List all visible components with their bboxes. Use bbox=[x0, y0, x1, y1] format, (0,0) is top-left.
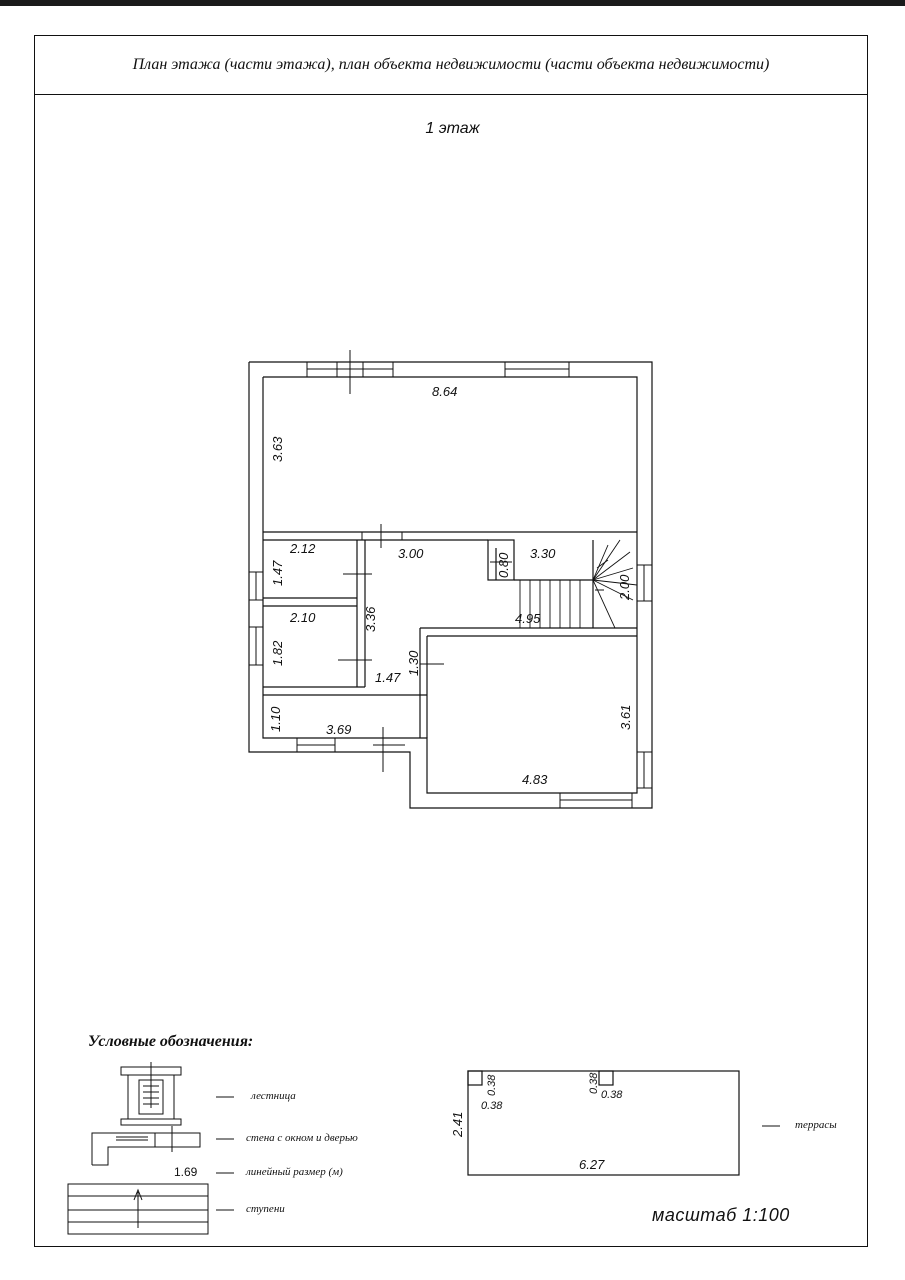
terrace-label: террасы bbox=[795, 1119, 837, 1131]
dim-stair-area-width: 3.30 bbox=[530, 546, 556, 561]
scale-label: масштаб 1:100 bbox=[652, 1205, 790, 1225]
dim-small-room1-height: 1.47 bbox=[270, 560, 285, 586]
inner-wall-outline bbox=[263, 377, 637, 793]
terrace-col1-a: 0.38 bbox=[486, 1074, 498, 1096]
legend-dashes bbox=[216, 1097, 780, 1210]
dim-small-room2-height: 1.82 bbox=[270, 640, 285, 666]
dim-bottom-room-height: 1.10 bbox=[268, 706, 283, 732]
outer-wall-outline bbox=[249, 362, 652, 808]
dimension-labels bbox=[268, 384, 633, 787]
dim-corridor-height: 1.30 bbox=[406, 650, 421, 676]
terrace-height: 2.41 bbox=[450, 1111, 465, 1137]
door-markers bbox=[336, 350, 604, 772]
dim-corridor-width: 1.47 bbox=[375, 670, 401, 685]
floor-label: 1 этаж bbox=[425, 120, 480, 137]
dim-stair-closet-width: 0.80 bbox=[496, 552, 511, 578]
dim-right-room-height: 3.61 bbox=[618, 704, 633, 730]
dim-top-room-height: 3.63 bbox=[270, 436, 285, 462]
legend-symbol-stairs bbox=[121, 1062, 181, 1125]
dim-small-room2-width: 2.10 bbox=[290, 610, 316, 625]
legend-symbol-wall bbox=[92, 1126, 200, 1165]
sheet-title: План этажа (части этажа), план объекта недвижимости (части объекта недвижимости) bbox=[34, 35, 868, 95]
legend-steps-label: ступени bbox=[246, 1203, 285, 1215]
legend-symbol-steps bbox=[68, 1184, 208, 1234]
dim-right-room-width: 4.83 bbox=[522, 772, 548, 787]
terrace-width: 6.27 bbox=[579, 1157, 605, 1172]
terrace-col1-b: 0.38 bbox=[481, 1100, 503, 1112]
dim-bottom-room-width: 3.69 bbox=[326, 722, 352, 737]
outer-walls bbox=[249, 362, 652, 808]
dim-small-room1-width: 2.12 bbox=[290, 541, 316, 556]
dim-hall-height: 3.36 bbox=[363, 606, 378, 632]
terrace-col2-b: 0.38 bbox=[601, 1089, 623, 1101]
legend-wall-label: стена с окном и дверью bbox=[246, 1132, 358, 1144]
dim-stair-run: 4.95 bbox=[515, 611, 541, 626]
dim-top-room-width: 8.64 bbox=[432, 384, 458, 399]
terrace-dimension-labels bbox=[450, 1072, 623, 1172]
legend-title: Условные обозначения: bbox=[88, 1033, 254, 1050]
interior-walls bbox=[263, 532, 637, 738]
dim-stair-height: 2.00 bbox=[617, 574, 632, 600]
windows bbox=[249, 362, 652, 808]
legend-stairs-label: лестница bbox=[251, 1090, 296, 1102]
legend-linear-label: линейный размер (м) bbox=[246, 1166, 343, 1178]
door-top-room bbox=[362, 532, 402, 540]
dim-hall-width: 3.00 bbox=[398, 546, 424, 561]
legend-linear-value: 1.69 bbox=[174, 1165, 198, 1179]
terrace-col2-a: 0.38 bbox=[588, 1072, 600, 1094]
